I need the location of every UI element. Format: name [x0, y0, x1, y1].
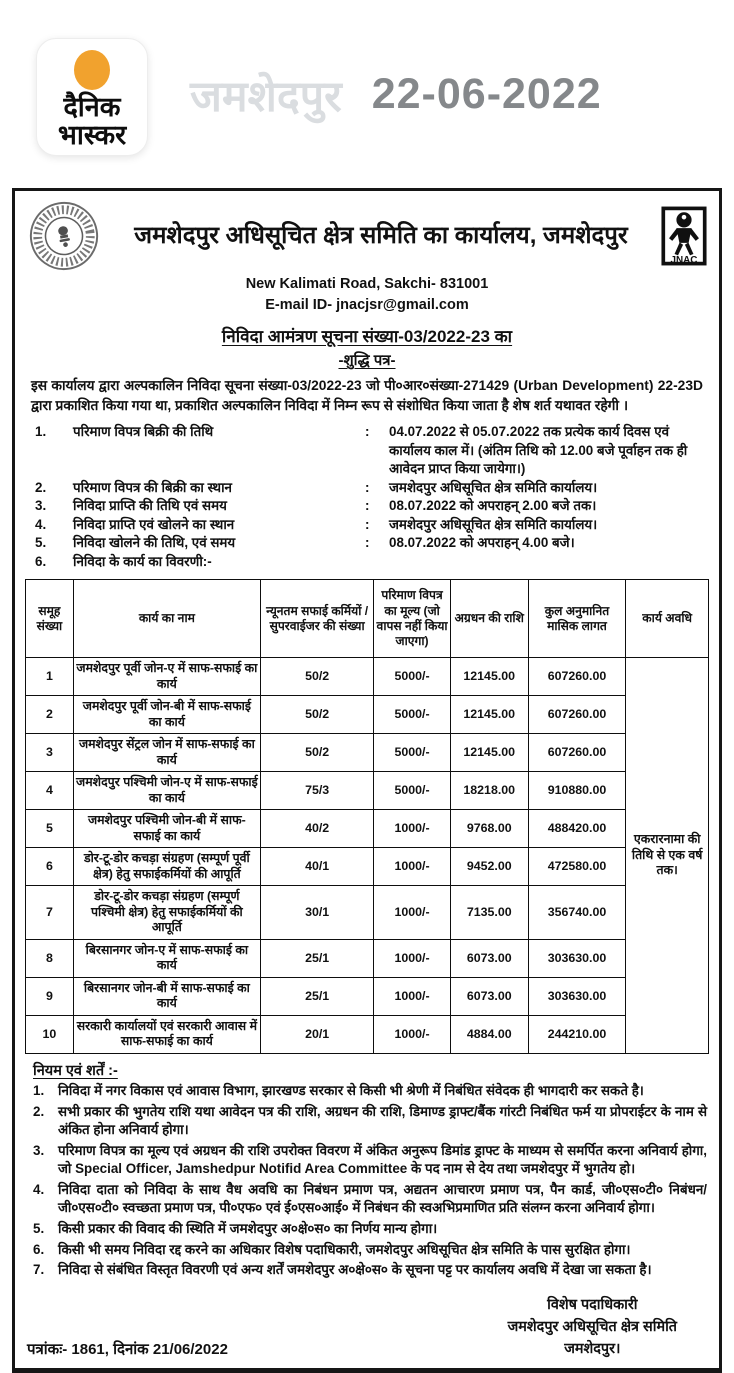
document-footer [27, 1295, 707, 1360]
term-no: 1. [33, 1082, 45, 1098]
cell-monthly: 607260.00 [528, 696, 626, 734]
term-item [33, 1261, 707, 1279]
schedule-no: 1. [35, 424, 47, 440]
tender-notice-document [12, 188, 722, 1373]
term-text: किसी भी समय निविदा रद्द करने का अधिकार विशेष पदाधिकारी, जमशेदपुर अधिसूचित क्षेत्र समिति के पास सुरक्षित होगा। [58, 1241, 631, 1257]
cell-earnest: 18218.00 [450, 772, 528, 810]
notice-subject: निविदा आमंत्रण सूचना संख्या-03/2022-23 का [221, 327, 513, 347]
cell-staff: 50/2 [260, 696, 373, 734]
term-item [33, 1220, 707, 1238]
schedule-colon: : [365, 424, 370, 440]
edition-date: 22-06-2022 [371, 69, 602, 118]
table-row [26, 977, 709, 1015]
term-text: निविदा से संबंधित विस्तृत विवरणी एवं अन्य शर्तें जमशेदपुर अ०क्षे०स० के सूचना पट्ट पर कार्यालय अवधि में देखा जा सकता है। [58, 1262, 652, 1278]
signature-designation: विशेष पदाधिकारी [547, 1297, 638, 1314]
schedule-value: जमशेदपुर अधिसूचित क्षेत्र समिति कार्यालय। [389, 479, 598, 495]
sun-icon [74, 50, 110, 90]
col-header-monthly: कुल अनुमानित मासिक लागत [528, 580, 626, 658]
schedule-item [35, 423, 705, 479]
reference-number-line: पत्रांकः- 1861, दिनांक 21/06/2022 [27, 1341, 228, 1359]
cell-form-cost: 1000/- [374, 977, 450, 1015]
office-title: जमशेदपुर अधिसूचित क्षेत्र समिति का कार्यालय, जमशेदपुर [134, 221, 628, 249]
cell-earnest: 7135.00 [450, 886, 528, 940]
term-item [33, 1181, 707, 1217]
works-table [25, 579, 709, 1054]
edition-city: जमशेदपुर [190, 72, 342, 121]
col-header-duration: कार्य अवधि [626, 580, 709, 658]
schedule-item [35, 479, 705, 498]
term-no: 5. [33, 1220, 45, 1236]
cell-sl: 2 [26, 696, 74, 734]
col-header-form-cost: परिमाण विपत्र का मूल्य (जो वापस नहीं किया जाएगा) [374, 580, 450, 658]
cell-work: डोर-टू-डोर कचड़ा संग्रहण (सम्पूर्ण पूर्वी क्षेत्र) हेतु सफाईकर्मियों की आपूर्ति [73, 848, 260, 886]
cell-work: जमशेदपुर पश्चिमी जोन-बी में साफ-सफाई का कार्य [73, 810, 260, 848]
term-text: निविदा दाता को निविदा के साथ वैध अवधि का निबंधन प्रमाण पत्र, अद्यतन आचारण प्रमाण पत्र, पैन कार्ड, जी०एस०टी० निबंधन/जी०एस०टी० स्वच्छता प्रमाण पत्र, पी०एफ० एवं ई०एस०आई० में निबंधन की स्वअभिप्रमाणित प्रति संलग्न करना अनिवार्य होगा। [58, 1181, 707, 1215]
cell-sl: 5 [26, 810, 74, 848]
table-row [26, 734, 709, 772]
cell-form-cost: 5000/- [374, 772, 450, 810]
cell-monthly: 303630.00 [528, 977, 626, 1015]
cell-monthly: 472580.00 [528, 848, 626, 886]
masthead [0, 0, 734, 188]
term-item [33, 1142, 707, 1178]
cell-monthly: 607260.00 [528, 658, 626, 696]
cell-earnest: 6073.00 [450, 939, 528, 977]
table-header-row [26, 580, 709, 658]
cell-duration-merged: एकरारनामा की तिथि से एक वर्ष तक। [626, 658, 709, 1054]
cell-staff: 20/1 [260, 1015, 373, 1053]
col-header-work: कार्य का नाम [73, 580, 260, 658]
cell-staff: 50/2 [260, 658, 373, 696]
cell-sl: 6 [26, 848, 74, 886]
cell-staff: 40/2 [260, 810, 373, 848]
cell-sl: 4 [26, 772, 74, 810]
term-text: सभी प्रकार की भुगतेय राशि यथा आवेदन पत्र की राशि, अग्रधन की राशि, डिमाण्ड ड्राफ्ट/बैंक गांरटी निबंधित फर्म या प्रोपराईटर के नाम से अंकित होना अनिवार्य होगा। [58, 1103, 707, 1137]
jnac-logo-label: JNAC [670, 254, 698, 266]
term-text: किसी प्रकार की विवाद की स्थिति में जमशेदपुर अ०क्षे०स० का निर्णय मान्य होगा। [58, 1220, 438, 1236]
cell-monthly: 244210.00 [528, 1015, 626, 1053]
cell-work: बिरसानगर जोन-ए में साफ-सफाई का कार्य [73, 939, 260, 977]
cell-staff: 30/1 [260, 886, 373, 940]
col-header-earnest: अग्रधन की राशि [450, 580, 528, 658]
col-header-group: समूह संख्या [26, 580, 74, 658]
table-row [26, 1015, 709, 1053]
term-text: निविदा में नगर विकास एवं आवास विभाग, झारखण्ड सरकार से किसी भी श्रेणी में निबंधित संवेदक ही भागदारी कर सकते है। [58, 1082, 644, 1098]
cell-form-cost: 5000/- [374, 696, 450, 734]
schedule-label: परिमाण विपत्र की बिक्री का स्थान [73, 479, 232, 495]
col-header-staff: न्यूनतम सफाई कर्मियों / सुपरवाईजर की संख्या [260, 580, 373, 658]
schedule-label: निविदा खोलने की तिथि, एवं समय [73, 535, 236, 551]
cell-staff: 50/2 [260, 734, 373, 772]
schedule-item [35, 516, 705, 535]
government-seal-icon [27, 199, 101, 273]
cell-monthly: 356740.00 [528, 886, 626, 940]
cell-earnest: 9768.00 [450, 810, 528, 848]
signature-block [508, 1295, 677, 1360]
cell-sl: 9 [26, 977, 74, 1015]
cell-form-cost: 1000/- [374, 939, 450, 977]
schedule-value: 08.07.2022 को अपराहन् 2.00 बजे तक। [389, 498, 597, 514]
term-item [33, 1082, 707, 1100]
cell-form-cost: 5000/- [374, 658, 450, 696]
table-row [26, 696, 709, 734]
table-row [26, 848, 709, 886]
cell-monthly: 910880.00 [528, 772, 626, 810]
signature-office: जमशेदपुर अधिसूचित क्षेत्र समिति [507, 1319, 677, 1336]
signature-place: जमशेदपुर। [564, 1340, 621, 1357]
brand-word-2: भास्कर [57, 120, 127, 151]
cell-earnest: 12145.00 [450, 734, 528, 772]
schedule-colon: : [365, 535, 370, 551]
cell-work: सरकारी कार्यालयों एवं सरकारी आवास में साफ-सफाई का कार्य [73, 1015, 260, 1053]
cell-staff: 40/1 [260, 848, 373, 886]
schedule-no: 2. [35, 479, 47, 495]
cell-earnest: 9452.00 [450, 848, 528, 886]
term-no: 4. [33, 1181, 45, 1197]
cell-sl: 3 [26, 734, 74, 772]
schedule-label: निविदा प्राप्ति की तिथि एवं समय [73, 498, 227, 514]
cell-monthly: 303630.00 [528, 939, 626, 977]
term-no: 6. [33, 1241, 45, 1257]
term-no: 3. [33, 1142, 45, 1158]
cell-staff: 75/3 [260, 772, 373, 810]
cell-monthly: 488420.00 [528, 810, 626, 848]
schedule-value: 08.07.2022 को अपराहन् 4.00 बजे। [389, 535, 575, 551]
cell-form-cost: 1000/- [374, 810, 450, 848]
terms-heading: नियम एवं शर्तें :- [33, 1062, 118, 1079]
term-item [33, 1241, 707, 1259]
notice-intro-paragraph: इस कार्यालय द्वारा अल्पकालिन निविदा सूचना संख्या-03/2022-23 जो पी०आर०संख्या-271429 (Urban Development) 22-23D द्वारा प्रकाशित किया गया था, प्रकाशित अल्पकालिन निविदा में निम्न रूप से संशोधित किया जाता है शेष शर्त यथावत रहेगी । [31, 378, 703, 413]
brand-word-1: दैनिक [63, 92, 121, 122]
table-row [26, 810, 709, 848]
table-row [26, 939, 709, 977]
cell-work: जमशेदपुर पूर्वी जोन-बी में साफ-सफाई का कार्य [73, 696, 260, 734]
schedule-label: निविदा प्राप्ति एवं खोलने का स्थान [73, 516, 235, 532]
cell-earnest: 12145.00 [450, 658, 528, 696]
cell-work: जमशेदपुर पश्चिमी जोन-ए में साफ-सफाई का कार्य [73, 772, 260, 810]
schedule-item [35, 497, 705, 516]
cell-sl: 8 [26, 939, 74, 977]
jnac-logo [661, 206, 707, 266]
tender-schedule-list [35, 423, 705, 571]
schedule-label: परिमाण विपत्र बिक्री की तिथि [73, 424, 214, 440]
schedule-value: जमशेदपुर अधिसूचित क्षेत्र समिति कार्यालय। [389, 516, 598, 532]
cell-form-cost: 1000/- [374, 848, 450, 886]
term-no: 7. [33, 1262, 45, 1278]
schedule-value: 04.07.2022 से 05.07.2022 तक प्रत्येक कार्य दिवस एवं कार्यालय काल में। (अंतिम तिथि को 12.00 बजे पूर्वाहन तक ही आवेदन प्राप्त किया जायेगा।) [389, 424, 688, 477]
term-no: 2. [33, 1103, 45, 1119]
dainik-bhaskar-logo [36, 38, 148, 156]
schedule-label: निविदा के कार्य का विवरणी:- [73, 553, 212, 569]
term-item [33, 1103, 707, 1139]
office-email: E-mail ID- jnacjsr@gmail.com [265, 297, 469, 314]
cell-earnest: 4884.00 [450, 1015, 528, 1053]
cell-sl: 10 [26, 1015, 74, 1053]
schedule-item [35, 534, 705, 553]
document-header [25, 199, 709, 273]
cell-form-cost: 1000/- [374, 886, 450, 940]
schedule-colon: : [365, 479, 370, 495]
schedule-no: 6. [35, 553, 47, 569]
cell-earnest: 12145.00 [450, 696, 528, 734]
cell-earnest: 6073.00 [450, 977, 528, 1015]
cell-work: जमशेदपुर पूर्वी जोन-ए में साफ-सफाई का कार्य [73, 658, 260, 696]
schedule-colon: : [365, 516, 370, 532]
schedule-colon: : [365, 498, 370, 514]
schedule-no: 3. [35, 498, 47, 514]
schedule-no: 5. [35, 535, 47, 551]
term-text: परिमाण विपत्र का मूल्य एवं अग्रधन की राशि उपरोक्त विवरण में अंकित अनुरूप डिमांड ड्राफ्ट के माध्यम से समर्पित करना अनिवार्य होगा, जो Special Officer, Jamshedpur Notifid Area Committee के पद नाम से देय तथा जमशेदपुर में भुगतेय हो। [58, 1142, 707, 1176]
office-address: New Kalimati Road, Sakchi- 831001 [245, 276, 489, 292]
cell-monthly: 607260.00 [528, 734, 626, 772]
schedule-item [35, 553, 705, 572]
cell-work: डोर-टू-डोर कचड़ा संग्रहण (सम्पूर्ण पश्चिमी क्षेत्र) हेतु सफाईकर्मियों की आपूर्ति [73, 886, 260, 940]
cell-work: जमशेदपुर सेंट्रल जोन में साफ-सफाई का कार्य [73, 734, 260, 772]
cell-work: बिरसानगर जोन-बी में साफ-सफाई का कार्य [73, 977, 260, 1015]
table-row [26, 886, 709, 940]
cell-sl: 1 [26, 658, 74, 696]
cell-staff: 25/1 [260, 939, 373, 977]
cell-form-cost: 1000/- [374, 1015, 450, 1053]
cell-form-cost: 5000/- [374, 734, 450, 772]
notice-subject-corrigendum: -शुद्धि पत्र- [338, 352, 396, 370]
table-row [26, 772, 709, 810]
schedule-no: 4. [35, 516, 47, 532]
table-row [26, 658, 709, 696]
cell-staff: 25/1 [260, 977, 373, 1015]
cell-sl: 7 [26, 886, 74, 940]
